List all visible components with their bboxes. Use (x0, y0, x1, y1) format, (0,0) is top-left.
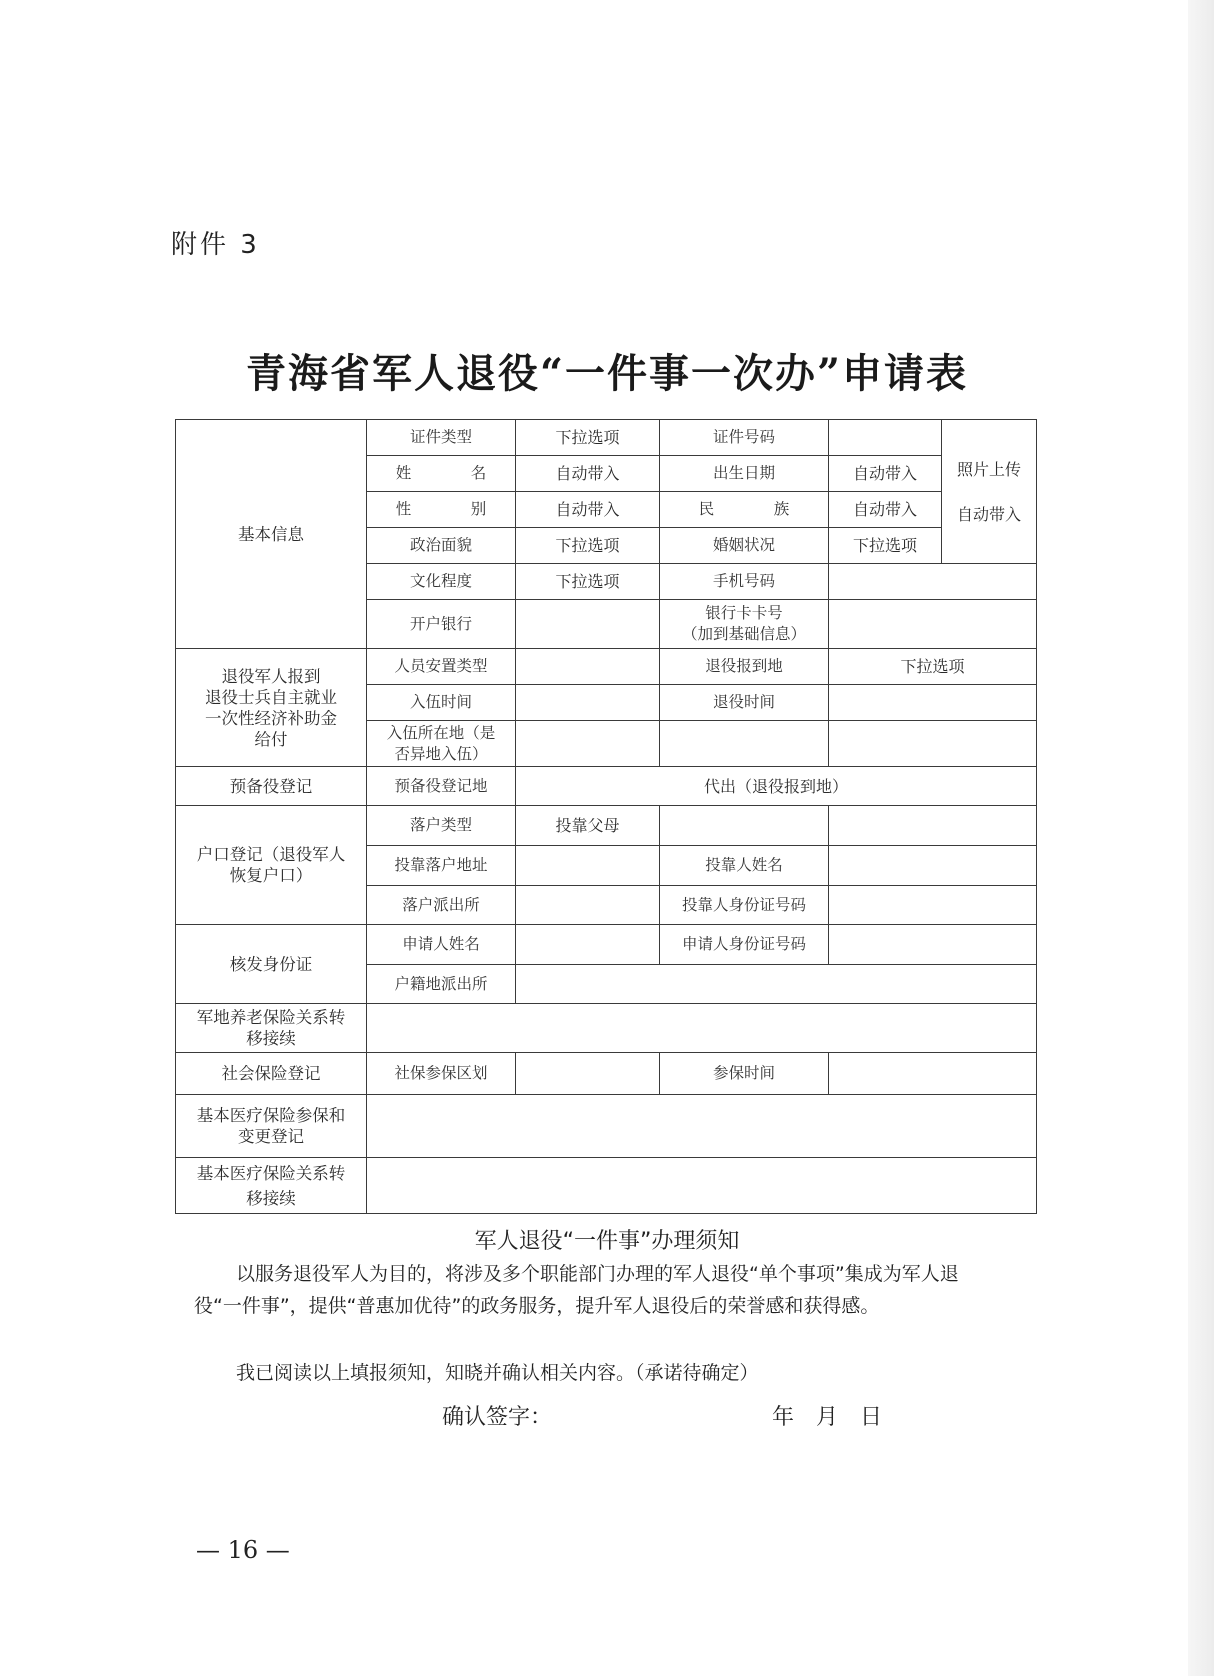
relative-name-input[interactable] (829, 846, 1037, 886)
phone-label: 手机号码 (660, 564, 829, 600)
ethnicity-value: 自动带入 (829, 492, 942, 528)
section-report (176, 649, 367, 767)
settle-type-label: 落户类型 (367, 806, 516, 846)
settle-police-label: 落户派出所 (367, 886, 516, 925)
relative-id-input[interactable] (829, 886, 1037, 925)
signature-label: 确认签字： (442, 1405, 553, 1430)
insurance-time-label: 参保时间 (660, 1053, 829, 1095)
bank-input[interactable] (516, 600, 660, 649)
enlist-time-label: 入伍时间 (367, 685, 516, 721)
bank-card-label-note: （加到基础信息） (681, 625, 806, 643)
settle-type-value[interactable]: 投靠父母 (516, 806, 660, 846)
section-medical-register (176, 1095, 367, 1158)
report-place-label: 退役报到地 (660, 649, 829, 685)
section-reserve: 预备役登记 (176, 767, 367, 806)
id-number-label: 证件号码 (660, 420, 829, 456)
application-form-table (175, 419, 1037, 1214)
section-report-line: 退役军人报到 (221, 666, 321, 686)
reserve-place-value: 代出（退役报到地） (516, 767, 1037, 806)
gender-label: 性 别 (367, 492, 516, 528)
gender-value: 自动带入 (516, 492, 660, 528)
section-household-line: 户口登记（退役军人 (196, 845, 346, 864)
settle-type-extra-input[interactable] (660, 806, 829, 846)
table-row (176, 649, 1037, 685)
relative-id-label: 投靠人身份证号码 (660, 886, 829, 925)
notice-body: 以服务退役军人为目的，将涉及多个职能部门办理的军人退役“单个事项”集成为军人退役“一件事”，提供“普惠加优待”的政务服务，提升军人退役后的荣誉感和获得感。 (194, 1263, 959, 1317)
section-household-line: 恢复户口） (229, 866, 313, 885)
settle-type-remark-input[interactable] (829, 806, 1037, 846)
photo-upload-label: 照片上传 (956, 459, 1021, 479)
ethnicity-label: 民 族 (660, 492, 829, 528)
marital-status-label: 婚姻状况 (660, 528, 829, 564)
section-household (176, 806, 367, 925)
table-row (176, 925, 1037, 965)
reserve-place-label: 预备役登记地 (367, 767, 516, 806)
page-edge-shadow (1188, 0, 1214, 1676)
enlist-place-remark-input[interactable] (829, 721, 1037, 767)
bank-card-input[interactable] (829, 600, 1037, 649)
birth-date-label: 出生日期 (660, 456, 829, 492)
report-place-dropdown[interactable]: 下拉选项 (829, 649, 1037, 685)
photo-upload-cell[interactable] (942, 420, 1037, 564)
section-social-insurance: 社会保险登记 (176, 1053, 367, 1095)
id-type-label: 证件类型 (367, 420, 516, 456)
insurance-district-input[interactable] (516, 1053, 660, 1095)
domicile-police-input[interactable] (516, 965, 1037, 1004)
birth-date-value: 自动带入 (829, 456, 942, 492)
page-number: — 16 — (196, 1536, 290, 1564)
settle-address-label: 投靠落户地址 (367, 846, 516, 886)
section-basic-info: 基本信息 (176, 420, 367, 649)
section-report-line: 给付 (254, 729, 288, 749)
table-row (176, 806, 1037, 846)
section-pension-line: 军地养老保险关系转 (196, 1008, 346, 1027)
table-row (176, 1158, 1037, 1214)
applicant-id-input[interactable] (829, 925, 1037, 965)
bank-card-label (660, 600, 829, 649)
section-id-card: 核发身份证 (176, 925, 367, 1004)
applicant-name-input[interactable] (516, 925, 660, 965)
phone-input[interactable] (829, 564, 1037, 600)
table-row (176, 1095, 1037, 1158)
table-row (176, 1004, 1037, 1053)
political-status-dropdown[interactable]: 下拉选项 (516, 528, 660, 564)
insurance-district-label: 社保参保区划 (367, 1053, 516, 1095)
name-label: 姓 名 (367, 456, 516, 492)
applicant-id-label: 申请人身份证号码 (660, 925, 829, 965)
section-medical-register-line: 变更登记 (238, 1127, 304, 1146)
section-report-line: 退役士兵自主就业 (205, 687, 337, 707)
section-medical-register-line: 基本医疗保险参保和 (196, 1106, 346, 1125)
section-pension-line: 移接续 (246, 1029, 296, 1048)
enlist-place-extra-input[interactable] (660, 721, 829, 767)
medical-register-input[interactable] (367, 1095, 1037, 1158)
bank-label: 开户银行 (367, 600, 516, 649)
enlist-place-input[interactable] (516, 721, 660, 767)
enlist-place-label-line: 入伍所在地（是 (386, 723, 496, 742)
table-row (176, 1053, 1037, 1095)
education-label: 文化程度 (367, 564, 516, 600)
political-status-label: 政治面貌 (367, 528, 516, 564)
pledge-statement: 我已阅读以上填报须知，知晓并确认相关内容。（承诺待确定） (236, 1362, 759, 1384)
section-report-line: 一次性经济补助金 (205, 708, 337, 728)
section-pension-transfer (176, 1004, 367, 1053)
notice-heading: 军人退役“一件事”办理须知 (474, 1229, 740, 1254)
id-type-dropdown[interactable]: 下拉选项 (516, 420, 660, 456)
placement-type-label: 人员安置类型 (367, 649, 516, 685)
applicant-name-label: 申请人姓名 (367, 925, 516, 965)
bank-card-label-text: 银行卡卡号 (705, 604, 783, 622)
settle-police-input[interactable] (516, 886, 660, 925)
name-value: 自动带入 (516, 456, 660, 492)
attachment-label: 附件 3 (171, 230, 260, 260)
enlist-time-input[interactable] (516, 685, 660, 721)
insurance-time-input[interactable] (829, 1053, 1037, 1095)
section-medical-transfer-line: 移接续 (246, 1188, 296, 1208)
placement-type-input[interactable] (516, 649, 660, 685)
photo-upload-value: 自动带入 (956, 504, 1021, 524)
education-dropdown[interactable]: 下拉选项 (516, 564, 660, 600)
section-medical-transfer-line: 基本医疗保险关系转 (196, 1163, 346, 1183)
marital-status-dropdown[interactable]: 下拉选项 (829, 528, 942, 564)
enlist-place-label-line: 否异地入伍） (394, 744, 488, 763)
domicile-police-label: 户籍地派出所 (367, 965, 516, 1004)
id-number-input[interactable] (829, 420, 942, 456)
enlist-place-label (367, 721, 516, 767)
table-row (176, 767, 1037, 806)
relative-name-label: 投靠人姓名 (660, 846, 829, 886)
pension-transfer-input[interactable] (367, 1004, 1037, 1053)
settle-address-input[interactable] (516, 846, 660, 886)
table-row (176, 420, 1037, 456)
medical-transfer-input[interactable] (367, 1158, 1037, 1214)
document-title: 青海省军人退役“一件事一次办”申请表 (245, 350, 968, 397)
discharge-time-label: 退役时间 (660, 685, 829, 721)
section-medical-transfer (176, 1158, 367, 1214)
discharge-time-input[interactable] (829, 685, 1037, 721)
signature-date: 年 月 日 (772, 1405, 883, 1430)
